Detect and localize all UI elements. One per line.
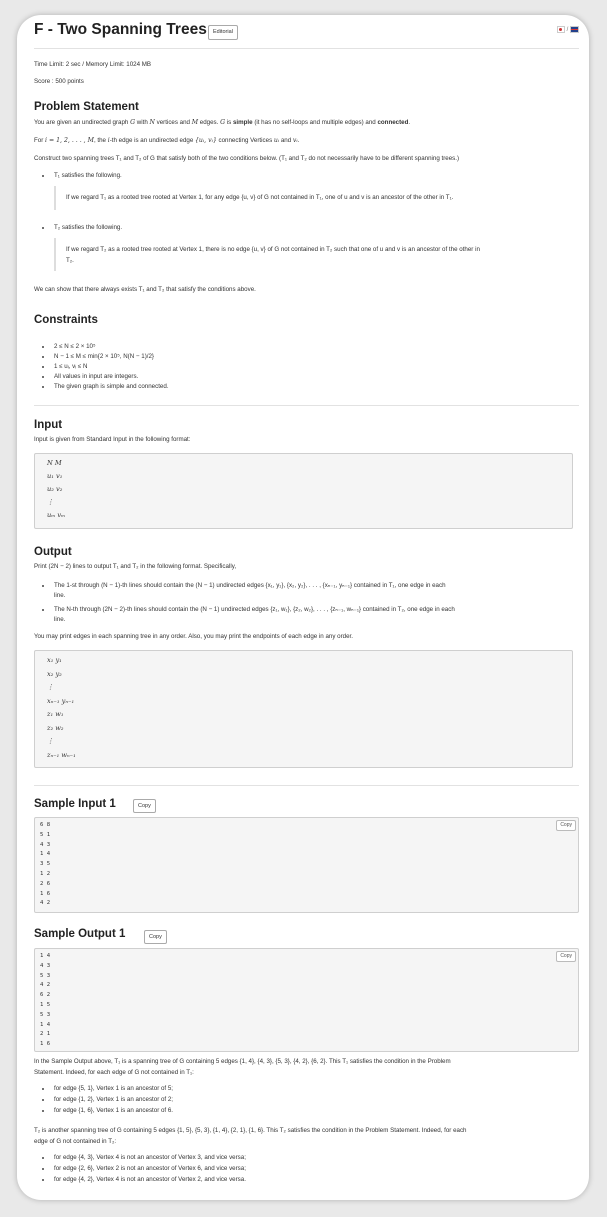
sample-input-1-line-4: 1 4 bbox=[40, 851, 51, 858]
bullet bbox=[42, 366, 44, 368]
sample-input-1-line-8: 1 6 bbox=[40, 890, 51, 897]
bullet bbox=[42, 1168, 44, 1170]
output-format-line-1: x₁ y₁ bbox=[47, 656, 62, 664]
problem-statement-heading: Problem Statement bbox=[34, 101, 139, 113]
condition-1-quote bbox=[54, 186, 56, 210]
bullet bbox=[42, 609, 44, 611]
sample-output-1-line-4: 4 2 bbox=[40, 982, 51, 989]
bullet bbox=[42, 1157, 44, 1159]
sample-input-1-line-5: 3 5 bbox=[40, 861, 51, 868]
output-format-line-2: x₂ y₂ bbox=[47, 669, 62, 678]
condition-2-heading: T₂ satisfies the following. bbox=[54, 224, 123, 231]
bullet bbox=[42, 346, 44, 348]
input-format-line-5: uₘ vₘ bbox=[47, 511, 66, 519]
sample-output-1-line-2: 4 3 bbox=[40, 962, 51, 969]
bullet bbox=[42, 1088, 44, 1090]
explanation-2-line-2: edge of G not contained in T₂: bbox=[34, 1138, 117, 1145]
uk-flag-icon[interactable] bbox=[570, 26, 579, 33]
sample-output-1-copy-button[interactable]: Copy bbox=[144, 930, 167, 944]
bullet bbox=[42, 386, 44, 388]
output-format-line-7: ⋮ bbox=[47, 737, 54, 745]
sample-input-1-inner-copy-button[interactable]: Copy bbox=[556, 820, 576, 831]
bullet bbox=[42, 1110, 44, 1112]
condition-2-body-line-1: If we regard T₂ as a rooted tree rooted at Vertex 1, there is no edge {u, v} of G not contained in T₂ such that one of u and v is an ancestor of the other in bbox=[66, 246, 480, 253]
condition-2-quote bbox=[54, 238, 56, 271]
explanation-1-line-1: In the Sample Output above, T₁ is a spanning tree of G containing 5 edges {1, 4}, {4, 3}, {5, 3}, {4, 2}, {6, 2}. This T₁ satisfies the condition in the Problem bbox=[34, 1058, 451, 1065]
explanation-2-item-1: for edge {4, 3}, Vertex 4 is not an ancestor of Vertex 3, and vice versa; bbox=[54, 1154, 246, 1161]
constraint-item-5: The given graph is simple and connected. bbox=[54, 383, 169, 390]
output-format-line-3: ⋮ bbox=[47, 683, 54, 691]
sample-output-1-inner-copy-button[interactable]: Copy bbox=[556, 951, 576, 962]
sample-input-1-copy-button[interactable]: Copy bbox=[133, 799, 156, 813]
output-heading: Output bbox=[34, 546, 72, 558]
language-separator: / bbox=[566, 27, 569, 34]
title-divider bbox=[34, 48, 579, 49]
sample-input-1-line-9: 4 2 bbox=[40, 900, 51, 907]
sample-input-1-line-1: 6 8 bbox=[40, 822, 51, 828]
sample-output-1-line-6: 1 5 bbox=[40, 1002, 51, 1008]
sample-output-1-line-9: 2 1 bbox=[40, 1031, 51, 1038]
output-format-line-5: z₁ w₁ bbox=[47, 710, 64, 718]
output-note: You may print edges in each spanning tree in any order. Also, you may print the endpoints of each edge in any order. bbox=[34, 633, 353, 640]
sample-output-1-line-8: 1 4 bbox=[40, 1021, 51, 1028]
sample-output-1-line-10: 1 6 bbox=[40, 1041, 51, 1048]
bullet bbox=[42, 585, 44, 587]
output-format-line-6: z₂ w₂ bbox=[47, 723, 64, 732]
explanation-1-item-2: for edge {1, 2}, Vertex 1 is an ancestor of 2; bbox=[54, 1096, 174, 1103]
input-heading: Input bbox=[34, 419, 63, 431]
constraint-item-1: 2 ≤ N ≤ 2 × 10⁵ bbox=[54, 343, 96, 350]
condition-1-body: If we regard T₁ as a rooted tree rooted at Vertex 1, for any edge {u, v} of G not contained in T₁, one of u and v is an ancestor of the other in T₁. bbox=[66, 194, 454, 201]
sample-input-1-line-6: 1 2 bbox=[40, 871, 51, 877]
bullet bbox=[42, 227, 44, 229]
condition-1-heading: T₁ satisfies the following. bbox=[54, 172, 122, 179]
sample-output-1-heading: Sample Output 1 bbox=[34, 928, 126, 940]
sample-output-1-line-7: 5 3 bbox=[40, 1011, 51, 1018]
bullet bbox=[42, 376, 44, 378]
editorial-button[interactable]: Editorial bbox=[208, 25, 238, 40]
bullet bbox=[42, 356, 44, 358]
explanation-1-item-1: for edge {5, 1}, Vertex 1 is an ancestor of 5; bbox=[54, 1085, 174, 1092]
input-format-box bbox=[34, 453, 573, 529]
input-format-line-1: N M bbox=[47, 459, 62, 467]
constraint-item-4: All values in input are integers. bbox=[54, 373, 139, 380]
output-rule-2-line-2: line. bbox=[54, 616, 66, 623]
explanation-2-item-3: for edge {4, 2}, Vertex 4 is not an ancestor of Vertex 2, and vice versa. bbox=[54, 1176, 246, 1183]
japan-flag-icon[interactable] bbox=[557, 26, 565, 33]
sample-input-1-line-3: 4 3 bbox=[40, 841, 51, 848]
condition-2-body-line-2: T₂. bbox=[66, 257, 74, 264]
explanation-2-line-1: T₂ is another spanning tree of G containing 5 edges {1, 5}, {5, 3}, {1, 4}, {2, 1}, {1, 6}. This T₂ satisfies the condition in the Problem Statement. Indeed, for each bbox=[34, 1127, 467, 1134]
sample-output-1-line-5: 6 2 bbox=[40, 992, 51, 999]
sample-output-1-line-1: 1 4 bbox=[40, 953, 51, 959]
statement-paragraph-3: Construct two spanning trees T₁ and T₂ of G that satisfy both of the two conditions below. (T₁ and T₂ do not necessarily have to be different spanning trees.) bbox=[34, 155, 460, 162]
title-row bbox=[34, 21, 579, 49]
sample-output-1-line-3: 5 3 bbox=[40, 972, 51, 979]
bullet bbox=[42, 175, 44, 177]
page-title: F - Two Spanning Trees bbox=[34, 21, 207, 38]
statement-paragraph-2: For i = 1, 2, . . . , M, the i-th edge is an undirected edge {uᵢ, vᵢ} connecting Vertices uᵢ and vᵢ. bbox=[34, 137, 300, 144]
time-memory-limit: Time Limit: 2 sec / Memory Limit: 1024 MB bbox=[34, 61, 152, 68]
output-rule-1-line-2: line. bbox=[54, 592, 66, 599]
constraints-heading: Constraints bbox=[34, 314, 98, 326]
explanation-1-item-3: for edge {1, 6}, Vertex 1 is an ancestor of 6. bbox=[54, 1107, 174, 1114]
score: Score : 500 points bbox=[34, 78, 84, 85]
input-description: Input is given from Standard Input in the following format: bbox=[34, 436, 191, 443]
constraint-item-2: N − 1 ≤ M ≤ min{2 × 10⁵, N(N − 1)/2} bbox=[54, 353, 154, 360]
output-description: Print (2N − 2) lines to output T₁ and T₂ in the following format. Specifically, bbox=[34, 563, 237, 570]
explanation-1-line-2: Statement. Indeed, for each edge of G not contained in T₁: bbox=[34, 1069, 194, 1076]
sample-input-1-box[interactable] bbox=[34, 817, 579, 913]
section-divider bbox=[34, 785, 579, 786]
bullet bbox=[42, 1179, 44, 1181]
sample-input-1-heading: Sample Input 1 bbox=[34, 798, 116, 810]
language-switcher[interactable] bbox=[557, 26, 579, 33]
sample-output-1-box[interactable] bbox=[34, 948, 579, 1052]
bullet bbox=[42, 1099, 44, 1101]
output-rule-1-line-1: The 1-st through (N − 1)-th lines should contain the (N − 1) undirected edges {x₁, y₁}, {x₂, y₂}, . . . , {xₙ₋₁, yₙ₋₁} contained in T₁, one edge in each bbox=[54, 582, 446, 589]
sample-input-1-line-7: 2 6 bbox=[40, 880, 51, 887]
statement-closing: We can show that there always exists T₁ and T₂ that satisfy the conditions above. bbox=[34, 286, 256, 293]
statement-paragraph-1: You are given an undirected graph G with N vertices and M edges. G is simple (it has no self-loops and multiple edges) and connected. bbox=[34, 119, 411, 126]
output-format-box bbox=[34, 650, 573, 768]
input-format-line-4: ⋮ bbox=[47, 498, 54, 506]
input-format-line-2: u₁ v₁ bbox=[47, 472, 63, 480]
section-divider bbox=[34, 405, 579, 406]
input-format-line-3: u₂ v₂ bbox=[47, 485, 63, 493]
output-format-line-8: zₙ₋₁ wₙ₋₁ bbox=[47, 750, 76, 759]
explanation-2-item-2: for edge {2, 6}, Vertex 2 is not an ancestor of Vertex 6, and vice versa; bbox=[54, 1165, 246, 1172]
problem-card bbox=[17, 15, 589, 1200]
sample-input-1-line-2: 5 1 bbox=[40, 831, 51, 838]
output-format-line-4: xₙ₋₁ yₙ₋₁ bbox=[47, 696, 75, 705]
constraint-item-3: 1 ≤ uᵢ, vᵢ ≤ N bbox=[54, 363, 88, 370]
output-rule-2-line-1: The N-th through (2N − 2)-th lines should contain the (N − 1) undirected edges {z₁, w₁}, {z₂, w₂}, . . . , {zₙ₋₁, wₙ₋₁} contained in T₂, one edge in each bbox=[54, 606, 455, 613]
